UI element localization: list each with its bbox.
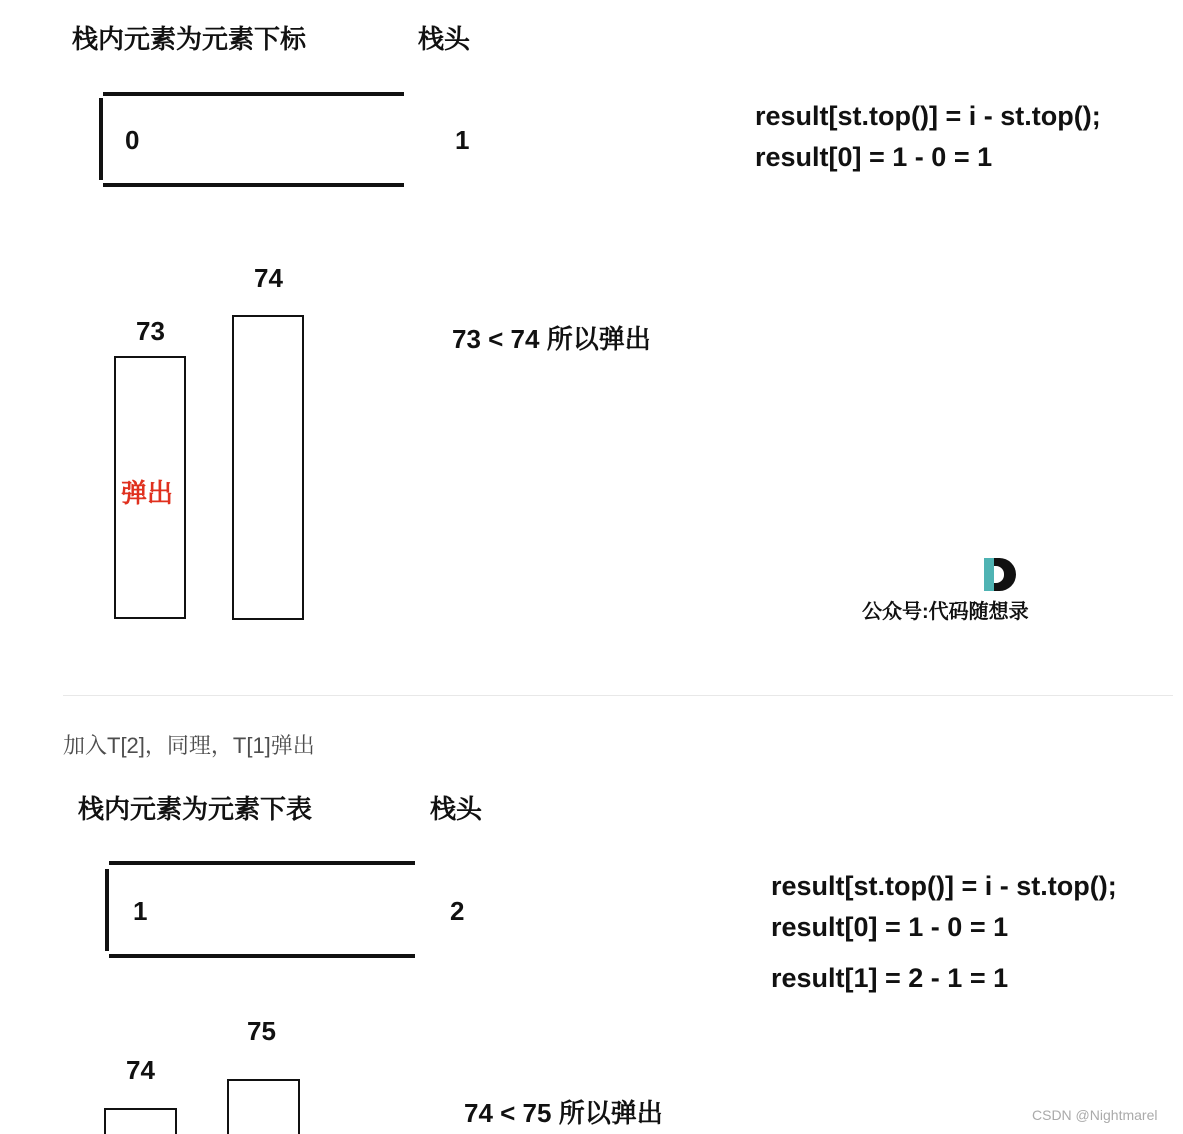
head-value: 1 xyxy=(455,125,470,155)
stack-top-line xyxy=(109,861,415,865)
bar-75 xyxy=(227,1079,300,1134)
divider xyxy=(63,695,1173,696)
watermark: CSDN @Nightmarel xyxy=(1032,1107,1158,1123)
bar-74 xyxy=(104,1108,177,1134)
bar-label: 73 xyxy=(136,316,165,346)
stack-left-line xyxy=(105,869,109,951)
bar-label: 74 xyxy=(254,263,283,293)
formula-line: result[st.top()] = i - st.top(); xyxy=(771,871,1117,901)
stack-bottom-line xyxy=(103,183,404,187)
stack-left-line xyxy=(99,98,103,180)
stack-title: 栈内元素为元素下表 xyxy=(78,794,313,824)
stack-bottom-line xyxy=(109,954,415,958)
stack-title: 栈内元素为元素下标 xyxy=(72,24,307,54)
head-value: 2 xyxy=(450,896,465,926)
formula-line: result[st.top()] = i - st.top(); xyxy=(755,101,1101,131)
logo-text: 公众号:代码随想录 xyxy=(862,601,1029,623)
logo-icon xyxy=(984,558,1016,591)
stack-top-line xyxy=(103,92,404,96)
comparison-text: 73 < 74 所以弹出 xyxy=(452,324,651,354)
stack-head-label: 栈头 xyxy=(430,794,483,824)
caption: 加入T[2]，同理，T[1]弹出 xyxy=(63,733,315,758)
stack-value: 1 xyxy=(133,896,148,926)
formula-line: result[1] = 2 - 1 = 1 xyxy=(771,963,1009,993)
formula-line: result[0] = 1 - 0 = 1 xyxy=(771,912,1009,942)
stack-head-label: 栈头 xyxy=(418,24,471,54)
bar-label: 74 xyxy=(126,1055,155,1085)
bar-label: 75 xyxy=(247,1016,276,1046)
bar-74 xyxy=(232,315,304,620)
formula-line: result[0] = 1 - 0 = 1 xyxy=(755,142,993,172)
comparison-text: 74 < 75 所以弹出 xyxy=(464,1098,663,1128)
popped-label: 弹出 xyxy=(121,478,174,508)
stack-value: 0 xyxy=(125,125,140,155)
